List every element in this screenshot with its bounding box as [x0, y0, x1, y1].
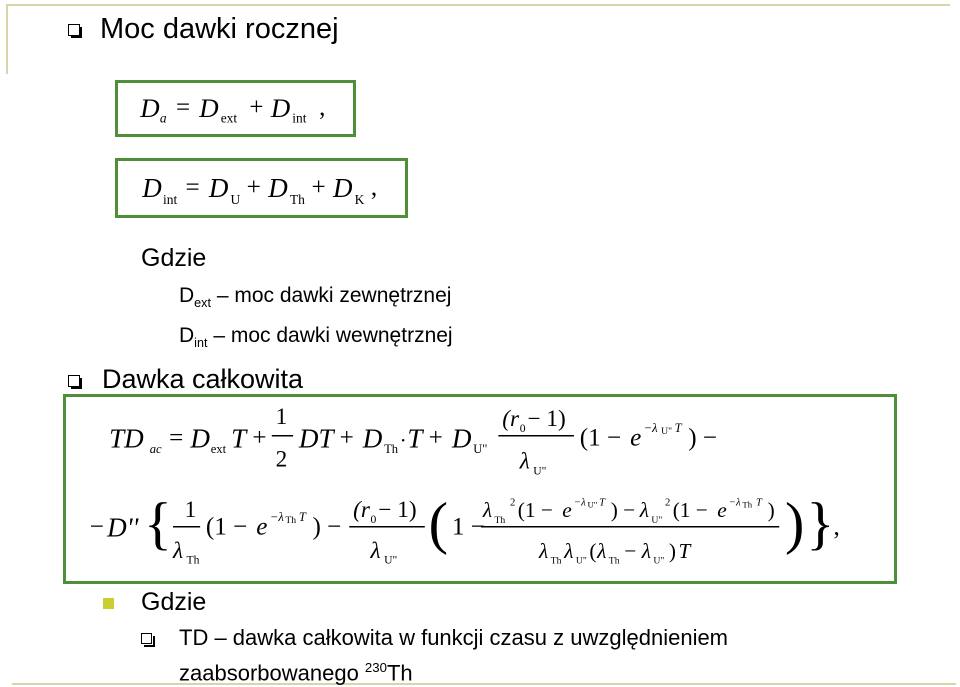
formula-text: U": [653, 555, 665, 567]
formula-text: =: [185, 174, 200, 202]
formula-text: +: [428, 424, 443, 452]
frame-bottom-line: [12, 683, 956, 685]
formula-text: λ: [370, 537, 381, 564]
formula-text: ) −: [610, 498, 636, 523]
formula-text: D: [142, 173, 162, 203]
formula-text: D: [270, 93, 291, 123]
formula-text: +: [339, 424, 354, 452]
td-definition-line2: [179, 656, 413, 685]
formula-text: Th: [742, 499, 753, 510]
formula-text: T: [678, 538, 691, 563]
formula-text: − 1): [527, 406, 566, 433]
formula-text: ,: [833, 513, 840, 541]
formula-text: 1 −: [451, 513, 485, 541]
formula-text: T: [298, 509, 306, 524]
formula-text: U: [230, 192, 241, 208]
formula-text: D: [208, 173, 229, 203]
formula-text: ac: [149, 442, 162, 457]
formula-text: Th: [285, 514, 297, 526]
formula-text: Th: [550, 555, 562, 567]
formula-dint: [115, 158, 408, 218]
formula-text: (: [428, 490, 449, 556]
formula-text: ) −: [312, 513, 342, 541]
formula-text: D'': [107, 512, 139, 543]
formula-text: T: [756, 497, 762, 509]
formula-text: =: [176, 94, 191, 122]
formula-text: ) −: [688, 424, 718, 452]
formula-text: D: [140, 93, 160, 123]
formula-text: D: [362, 423, 383, 454]
formula-text: T: [674, 420, 682, 435]
formula-text: ,: [370, 174, 378, 202]
formula-text: (r: [502, 406, 520, 433]
formula-text: −λ: [269, 509, 284, 524]
formula-text: −: [89, 513, 104, 541]
formula-text: e: [630, 424, 642, 452]
formula-text: U": [473, 442, 488, 457]
formula-text: ,: [319, 94, 326, 122]
td-definition-text: zaabsorbowanego: [179, 660, 365, 686]
formula-text: λ: [519, 448, 530, 475]
formula-text: +: [249, 94, 264, 122]
formula-text: U": [661, 425, 673, 437]
formula-text: a: [159, 110, 167, 126]
formula-text: DT: [298, 423, 334, 454]
checkbox-bullet-icon: [68, 24, 80, 36]
definition-dext: [179, 284, 451, 315]
formula-text: +: [311, 174, 326, 202]
formula-text: 1: [184, 497, 197, 524]
definition-dint: [179, 324, 453, 355]
frame-left-line: [6, 4, 8, 74]
formula-text: λ: [482, 498, 493, 523]
formula-text: 2: [664, 497, 671, 509]
formula-text: e: [256, 513, 268, 541]
formula-text: U": [575, 555, 587, 567]
formula-text: 0: [519, 421, 526, 435]
formula-text: 2: [275, 446, 288, 473]
formula-text: 0: [370, 512, 377, 526]
formula-text: U": [384, 553, 398, 567]
page-title: Moc dawki rocznej: [100, 13, 339, 45]
definition-subscript: int: [194, 336, 208, 351]
formula-text: ·: [399, 428, 407, 453]
formula-text: T: [231, 423, 247, 454]
formula-text: −λ: [643, 420, 658, 435]
formula-text: Th: [384, 442, 399, 457]
formula-text: T: [407, 423, 423, 454]
formula-da: [115, 80, 356, 137]
formula-text: ): [785, 490, 805, 556]
formula-text: −λ: [728, 497, 741, 509]
formula-text: D: [190, 423, 211, 454]
formula-text: T: [599, 497, 606, 509]
formula-text: e: [717, 498, 727, 523]
formula-text: D: [268, 173, 288, 203]
formula-text: λ: [639, 498, 650, 523]
formula-text: ): [767, 498, 775, 523]
formula-text: D: [451, 423, 472, 454]
formula-text: e: [562, 498, 572, 523]
formula-text: ext: [220, 110, 238, 126]
formula-text: λ: [597, 538, 607, 563]
definition-text: – moc dawki zewnętrznej: [216, 284, 452, 307]
formula-text: λ: [564, 538, 574, 563]
formula-text: ext: [210, 442, 227, 457]
formula-text: =: [169, 424, 184, 452]
gdzie-label: Gdzie: [141, 588, 207, 616]
definition-symbol: D: [179, 284, 195, 307]
formula-text: int: [292, 110, 307, 126]
checkbox-bullet-icon: [141, 633, 152, 644]
formula-text: λ: [173, 537, 184, 564]
formula-text: Th: [186, 553, 200, 567]
formula-text: }: [806, 490, 835, 556]
formula-text: int: [162, 192, 178, 208]
formula-text: − 1): [378, 497, 417, 524]
td-definition: TD – dawka całkowita w funkcji czasu z uwzględnieniem: [179, 625, 729, 650]
formula-text: (1 −: [579, 424, 622, 452]
isotope-mass-number: 230: [364, 660, 387, 675]
section-heading: Dawka całkowita: [102, 364, 304, 394]
formula-text: −λ: [573, 497, 586, 509]
formula-text: (r: [353, 497, 370, 524]
formula-tdac: [63, 394, 897, 584]
definition-text: – moc dawki wewnętrznej: [213, 324, 453, 347]
gdzie-label: Gdzie: [141, 244, 207, 272]
checkbox-bullet-icon: [68, 375, 80, 387]
isotope-symbol: Th: [386, 660, 413, 686]
definition-subscript: ext: [194, 296, 211, 311]
formula-text: Th: [494, 514, 506, 526]
formula-text: (1 −: [672, 498, 708, 523]
formula-text: {: [143, 490, 172, 556]
formula-text: +: [246, 174, 261, 202]
formula-text: −: [624, 538, 637, 563]
formula-text: +: [252, 424, 267, 452]
formula-text: λ: [641, 538, 651, 563]
square-bullet-icon: [103, 598, 114, 609]
formula-text: D: [333, 173, 353, 203]
formula-text: (: [589, 538, 597, 563]
formula-text: D: [199, 93, 219, 123]
formula-text: Th: [608, 555, 620, 567]
formula-text: (1 −: [205, 513, 248, 541]
formula-text: U": [533, 464, 547, 478]
formula-text: U": [651, 514, 663, 526]
formula-text: 1: [275, 404, 288, 431]
formula-text: λ: [539, 538, 549, 563]
formula-text: (1 −: [517, 498, 553, 523]
formula-text: U": [587, 499, 598, 510]
formula-text: TD: [109, 423, 144, 454]
formula-text: ): [668, 538, 676, 563]
formula-text: 2: [510, 497, 516, 509]
frame-top-line: [6, 4, 950, 6]
formula-text: K: [354, 192, 365, 208]
definition-symbol: D: [179, 324, 195, 347]
formula-text: Th: [289, 192, 305, 208]
